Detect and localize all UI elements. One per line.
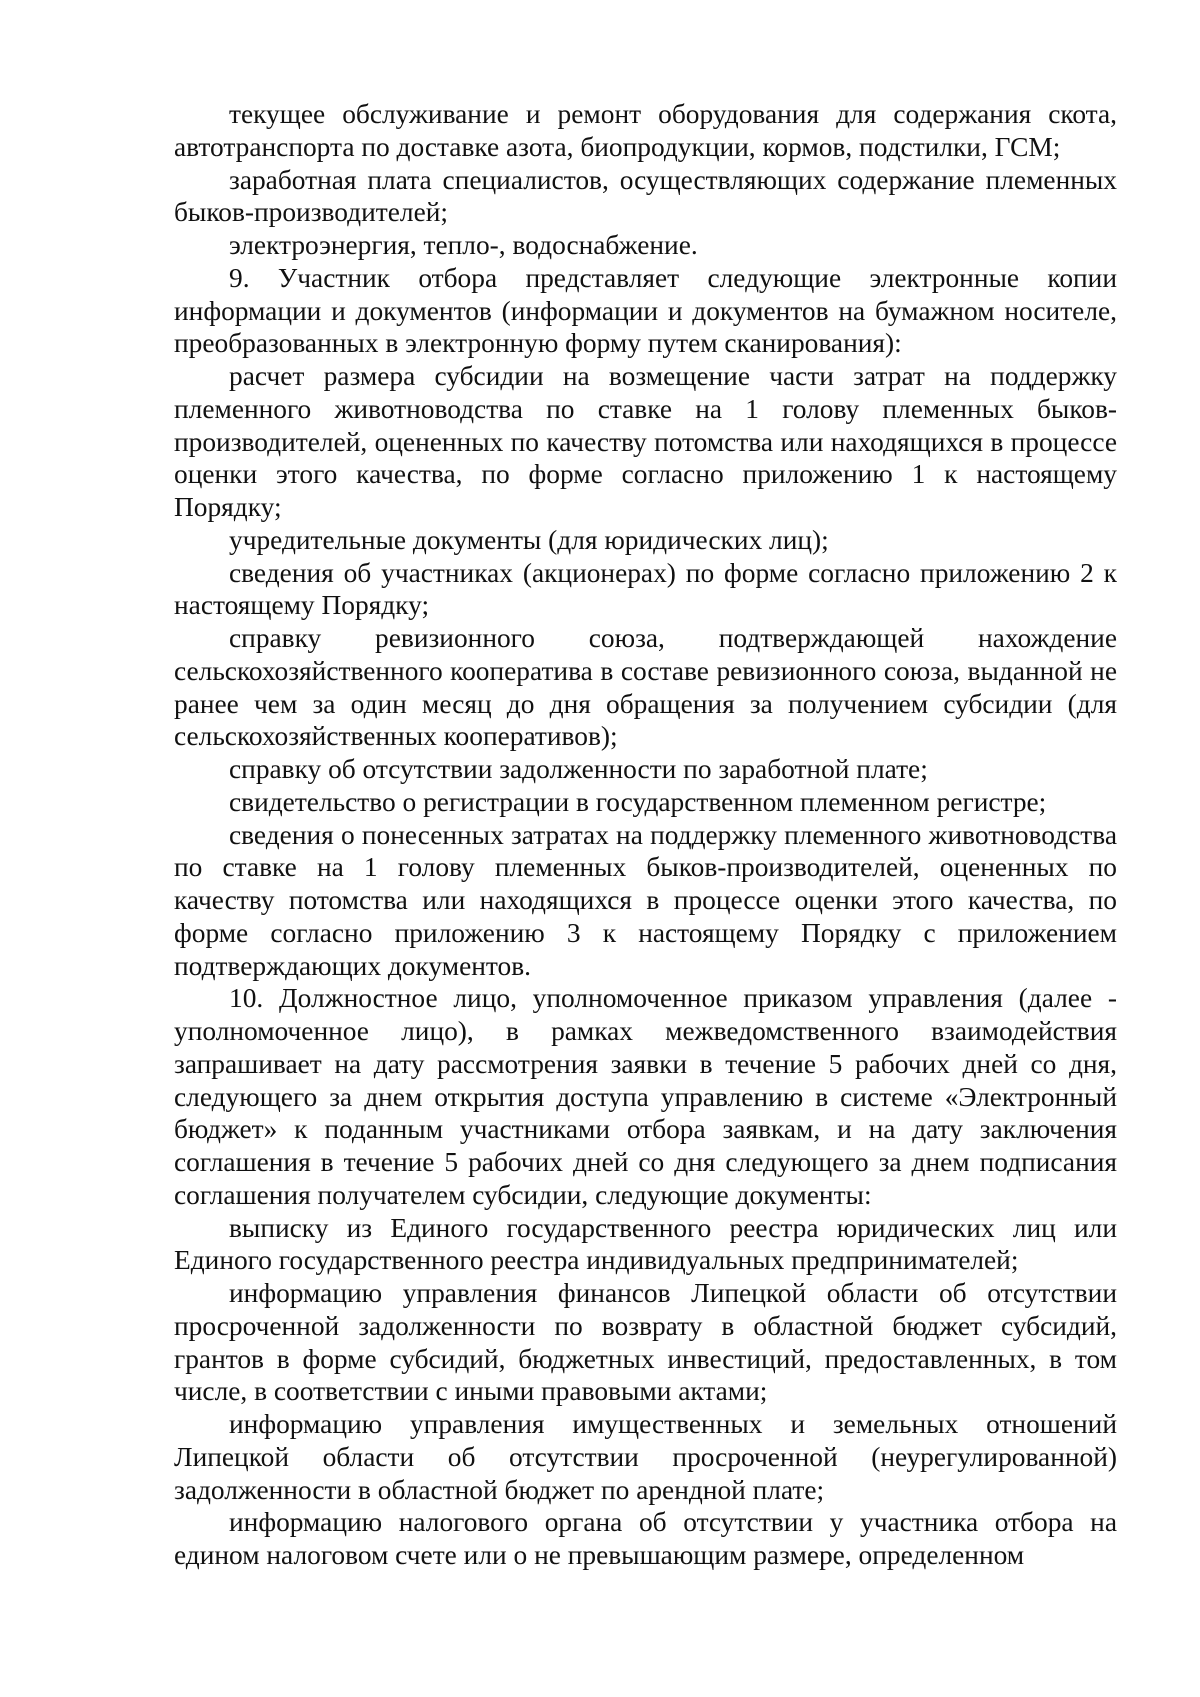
paragraph-audit-union-certificate: справку ревизионного союза, подтверждающей нахождение сельскохозяйственного кооператива в составе ревизионного союза, выданной не ранее чем за один месяц до дня обращения за получением субсидии (для сельскохозяйственных кооперативов); <box>174 623 1117 752</box>
document-page <box>174 98 1117 1572</box>
paragraph-item-9: 9. Участник отбора представляет следующие электронные копии информации и документов (информации и документов на бумажном носителе, преобразованных в электронную форму путем сканирования): <box>174 262 1117 359</box>
paragraph-founding-documents: учредительные документы (для юридических лиц); <box>229 524 829 555</box>
paragraph-costs-info: сведения о понесенных затратах на поддержку племенного животноводства по ставке на 1 голову племенных быков-производителей, оцененных по качеству потомства или находящихся в процессе оценки этого качества, по форме согласно приложению 3 к настоящему Порядку с приложением подтверждающих документов. <box>174 819 1117 981</box>
paragraph-tax-info: информацию налогового органа об отсутствии у участника отбора на едином налоговом счете или о не превышающим размере, определенном <box>174 1507 1117 1570</box>
paragraph-registry-extract: выписку из Единого государственного реестра юридических лиц или Единого государственного реестра индивидуальных предпринимателей; <box>174 1212 1117 1276</box>
paragraph-breeding-register: свидетельство о регистрации в государственном племенном регистре; <box>229 786 1047 817</box>
paragraph-no-salary-debt: справку об отсутствии задолженности по заработной плате; <box>229 754 928 784</box>
paragraph-subsidy-calculation: расчет размера субсидии на возмещение части затрат на поддержку племенного животноводства по ставке на 1 голову племенных быков-производителей, оцененных по качеству потомства или находящихся в процессе оценки этого качества, по форме согласно приложению 1 к настоящему Порядку; <box>174 361 1117 522</box>
paragraph-equipment-maintenance: текущее обслуживание и ремонт оборудования для содержания скота, автотранспорта по доставке азота, биопродукции, кормов, подстилки, ГСМ; <box>174 99 1117 162</box>
paragraph-item-10: 10. Должностное лицо, уполномоченное приказом управления (далее - уполномоченное лицо), в рамках межведомственного взаимодействия запрашивает на дату рассмотрения заявки в течение 5 рабочих дней со дня, следующего за днем открытия доступа управлению в системе «Электронный бюджет» к поданным участниками отбора заявкам, и на дату заключения соглашения в течение 5 рабочих дней со дня следующего за днем подписания соглашения получателем субсидии, следующие документы: <box>174 983 1117 1210</box>
paragraph-finance-info: информацию управления финансов Липецкой области об отсутствии просроченной задолженности по возврату в областной бюджет субсидий, грантов в форме субсидий, бюджетных инвестиций, предоставленных, в том числе, в соответствии с иными правовыми актами; <box>174 1278 1117 1407</box>
paragraph-participants-info: сведения об участниках (акционерах) по форме согласно приложению 2 к настоящему Порядку; <box>174 557 1117 621</box>
paragraph-salary: заработная плата специалистов, осуществляющих содержание племенных быков-производителей; <box>174 164 1117 228</box>
paragraph-property-info: информацию управления имущественных и земельных отношений Липецкой области об отсутствии просроченной (неурегулированной) задолженности в областной бюджет по арендной плате; <box>174 1409 1117 1505</box>
paragraph-utilities: электроэнергия, тепло-, водоснабжение. <box>229 230 698 260</box>
